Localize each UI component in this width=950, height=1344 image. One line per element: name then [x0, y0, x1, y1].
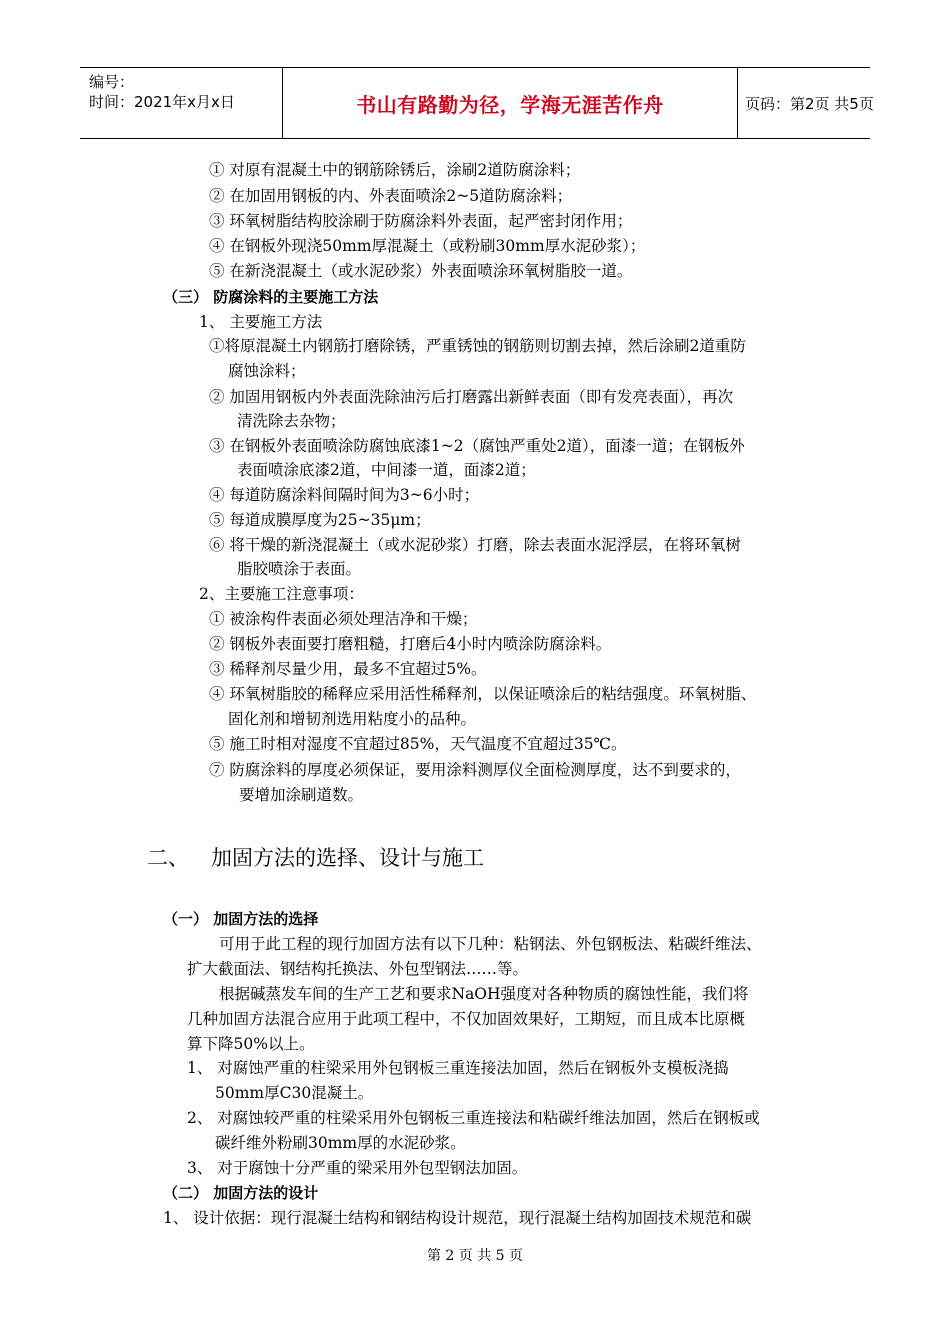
list-item: ② 钢板外表面要打磨粗糙，打磨后4小时内喷涂防腐涂料。 — [209, 635, 612, 653]
list-item: ② 加固用钢板内外表面洗除油污后打磨露出新鲜表面（即有发亮表面），再次 — [209, 388, 734, 406]
list-item: ⑤ 在新浇混凝土（或水泥砂浆）外表面喷涂环氧树脂胶一道。 — [209, 262, 633, 280]
header-motto: 书山有路勤为径，学海无涯苦作舟 — [356, 93, 664, 117]
list-item: ① 被涂构件表面必须处理洁净和干燥； — [209, 610, 478, 628]
list-item: ⑥ 将干燥的新浇混凝土（或水泥砂浆）打磨，除去表面水泥浮层，在将环氧树 — [209, 536, 741, 554]
list-item: ④ 在钢板外现浇50mm厚混凝土（或粉刷30mm厚水泥砂浆）； — [209, 237, 646, 255]
numbered-item: 2、 对腐蚀较严重的柱梁采用外包钢板三重连接法和粘碳纤维法加固，然后在钢板或 — [187, 1109, 760, 1127]
paragraph-line: 可用于此工程的现行加固方法有以下几种：粘钢法、外包钢板法、粘碳纤维法、 — [219, 935, 762, 953]
header-center-cell — [282, 68, 738, 138]
list-item: ③ 稀释剂尽量少用，最多不宜超过5%。 — [209, 660, 487, 678]
paragraph-line: 算下降50%以上。 — [187, 1035, 315, 1053]
paragraph-line: 1、 设计依据：现行混凝土结构和钢结构设计规范，现行混凝土结构加固技术规范和碳 — [163, 1209, 752, 1227]
paragraph-line: 扩大截面法、钢结构托换法、外包型钢法……等。 — [187, 960, 529, 978]
subsection-heading: 1、 主要施工方法 — [199, 313, 323, 331]
numbered-item: 1、 对腐蚀严重的柱梁采用外包钢板三重连接法加固，然后在钢板外支模板浇捣 — [187, 1059, 729, 1077]
list-item: ③ 环氧树脂结构胶涂刷于防腐涂料外表面，起严密封闭作用； — [209, 212, 633, 230]
list-item-continuation: 固化剂和增韧剂选用粘度小的品种。 — [228, 710, 477, 728]
section-heading: （一） 加固方法的选择 — [163, 910, 319, 928]
list-item: ①将原混凝土内钢筋打磨除锈，严重锈蚀的钢筋则切割去掉，然后涂刷2道重防 — [209, 337, 746, 355]
paragraph-line: 根据碱蒸发车间的生产工艺和要求NaOH强度对各种物质的腐蚀性能，我们将 — [219, 985, 749, 1003]
header-right-cell — [737, 68, 874, 138]
chapter-number: 二、 — [147, 846, 189, 870]
page-code: 页码：第2页 共5页 — [745, 95, 874, 113]
document-number-label: 编号： — [89, 73, 135, 91]
list-item: ① 对原有混凝土中的钢筋除锈后，涂刷2道防腐涂料； — [209, 161, 581, 179]
header-left-cell — [80, 68, 282, 138]
list-item: ③ 在钢板外表面喷涂防腐蚀底漆1~2（腐蚀严重处2道），面漆一道；在钢板外 — [209, 437, 745, 455]
list-item: ⑤ 每道成膜厚度为25~35μm； — [209, 511, 431, 529]
list-item: ② 在加固用钢板的内、外表面喷涂2~5道防腐涂料； — [209, 187, 573, 205]
chapter-title: 加固方法的选择、设计与施工 — [211, 846, 484, 870]
list-item-continuation: 清洗除去杂物； — [237, 412, 346, 430]
list-item-continuation: 腐蚀涂料； — [228, 362, 306, 380]
subsection-heading: 2、主要施工注意事项： — [199, 585, 364, 603]
section-heading: （二） 加固方法的设计 — [163, 1184, 319, 1202]
paragraph-line: 几种加固方法混合应用于此项工程中，不仅加固效果好，工期短，而且成本比原概 — [187, 1010, 746, 1028]
page-header — [80, 67, 874, 139]
document-date-label: 时间：2021年x月x日 — [89, 93, 235, 111]
list-item: ④ 环氧树脂胶的稀释应采用活性稀释剂，以保证喷涂后的粘结强度。环氧树脂、 — [209, 685, 757, 703]
section-heading: （三） 防腐涂料的主要施工方法 — [163, 288, 379, 306]
numbered-item-continuation: 碳纤维外粉刷30mm厚的水泥砂浆。 — [215, 1134, 466, 1152]
list-item: ④ 每道防腐涂料间隔时间为3~6小时； — [209, 486, 480, 504]
list-item: ⑦ 防腐涂料的厚度必须保证，要用涂料测厚仪全面检测厚度，达不到要求的， — [209, 761, 741, 779]
list-item-continuation: 脂胶喷涂于表面。 — [237, 560, 362, 578]
numbered-item: 3、 对于腐蚀十分严重的梁采用外包型钢法加固。 — [187, 1159, 528, 1177]
numbered-item-continuation: 50mm厚C30混凝土。 — [215, 1084, 374, 1102]
page-footer: 第 2 页 共 5 页 — [426, 1248, 524, 1264]
list-item-continuation: 要增加涂刷道数。 — [239, 786, 364, 804]
list-item-continuation: 表面喷涂底漆2道，中间漆一道，面漆2道； — [237, 461, 536, 479]
list-item: ⑤ 施工时相对湿度不宜超过85%，天气温度不宜超过35℃。 — [209, 735, 627, 753]
